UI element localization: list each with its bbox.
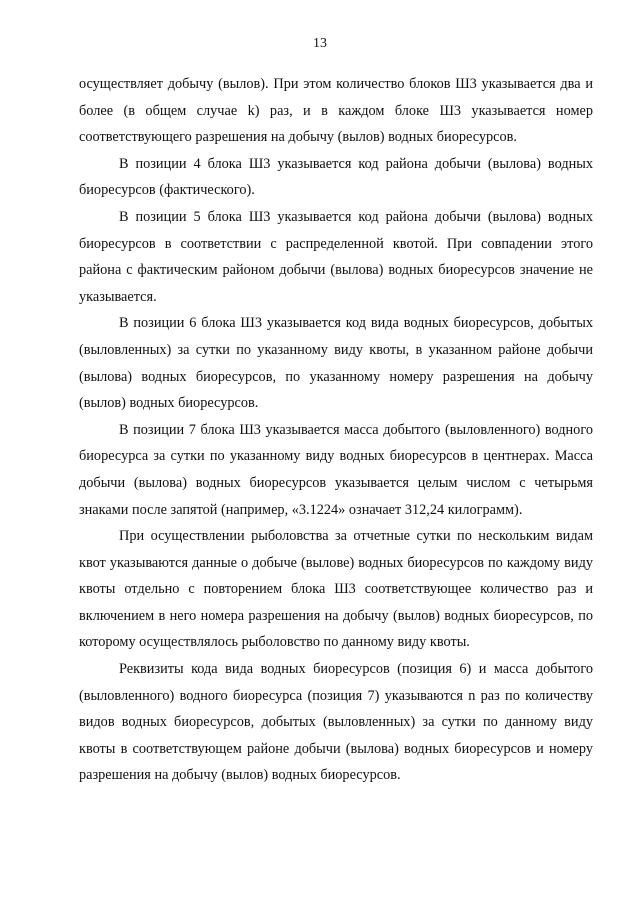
page-number: 13: [313, 36, 327, 51]
paragraph-position-7: В позиции 7 блока Ш3 указывается масса добытого (выловленного) водного биоресурса за сутки по указанному виду водных биоресурсов в центнерах. Масса добычи (вылова) водных биоресурсов указывается целым числом с четырьмя знаками после запятой (например, «3.1224» означает 312,24 килограмм).: [79, 421, 593, 518]
paragraph-requisites: Реквизиты кода вида водных биоресурсов (позиция 6) и масса добытого (выловленного) водного биоресурса (позиция 7) указываются n раз по количеству видов водных биоресурсов, добытых (выловленных) за сутки по данному виду квоты в соответствующем районе добычи (вылова) водных биоресурсов и номеру разрешения на добычу (вылов) водных биоресурсов.: [79, 661, 593, 784]
paragraph-position-5: В позиции 5 блока Ш3 указывается код района добычи (вылова) водных биоресурсов в соответствии с распределенной квотой. При совпадении этого района с фактическим районом добычи (вылова) водных биоресурсов значение не указывается.: [79, 208, 593, 305]
paragraph-position-6: В позиции 6 блока Ш3 указывается код вида водных биоресурсов, добытых (выловленных) за сутки по указанному виду квоты, в указанном районе добычи (вылова) водных биоресурсов, по указанному номеру разрешения на добычу (вылов) водных биоресурсов.: [79, 315, 593, 412]
paragraph-continuation: осуществляет добычу (вылов). При этом количество блоков Ш3 указывается два и более (в общем случае k) раз, и в каждом блоке Ш3 указывается номер соответствующего разрешения на добычу (вылов) водных биоресурсов.: [79, 76, 593, 146]
paragraph-multiple-quotas: При осуществлении рыболовства за отчетные сутки по нескольким видам квот указываются данные о добыче (вылове) водных биоресурсов по каждому виду квоты отдельно с повторением блока Ш3 соответствующее количество раз и включением в него номера разрешения на добычу (вылов) водных биоресурсов, по которому осуществлялось рыболовство по данному виду квоты.: [79, 528, 593, 651]
paragraph-position-4: В позиции 4 блока Ш3 указывается код района добычи (вылова) водных биоресурсов (фактического).: [79, 155, 593, 199]
document-body: [79, 71, 593, 789]
